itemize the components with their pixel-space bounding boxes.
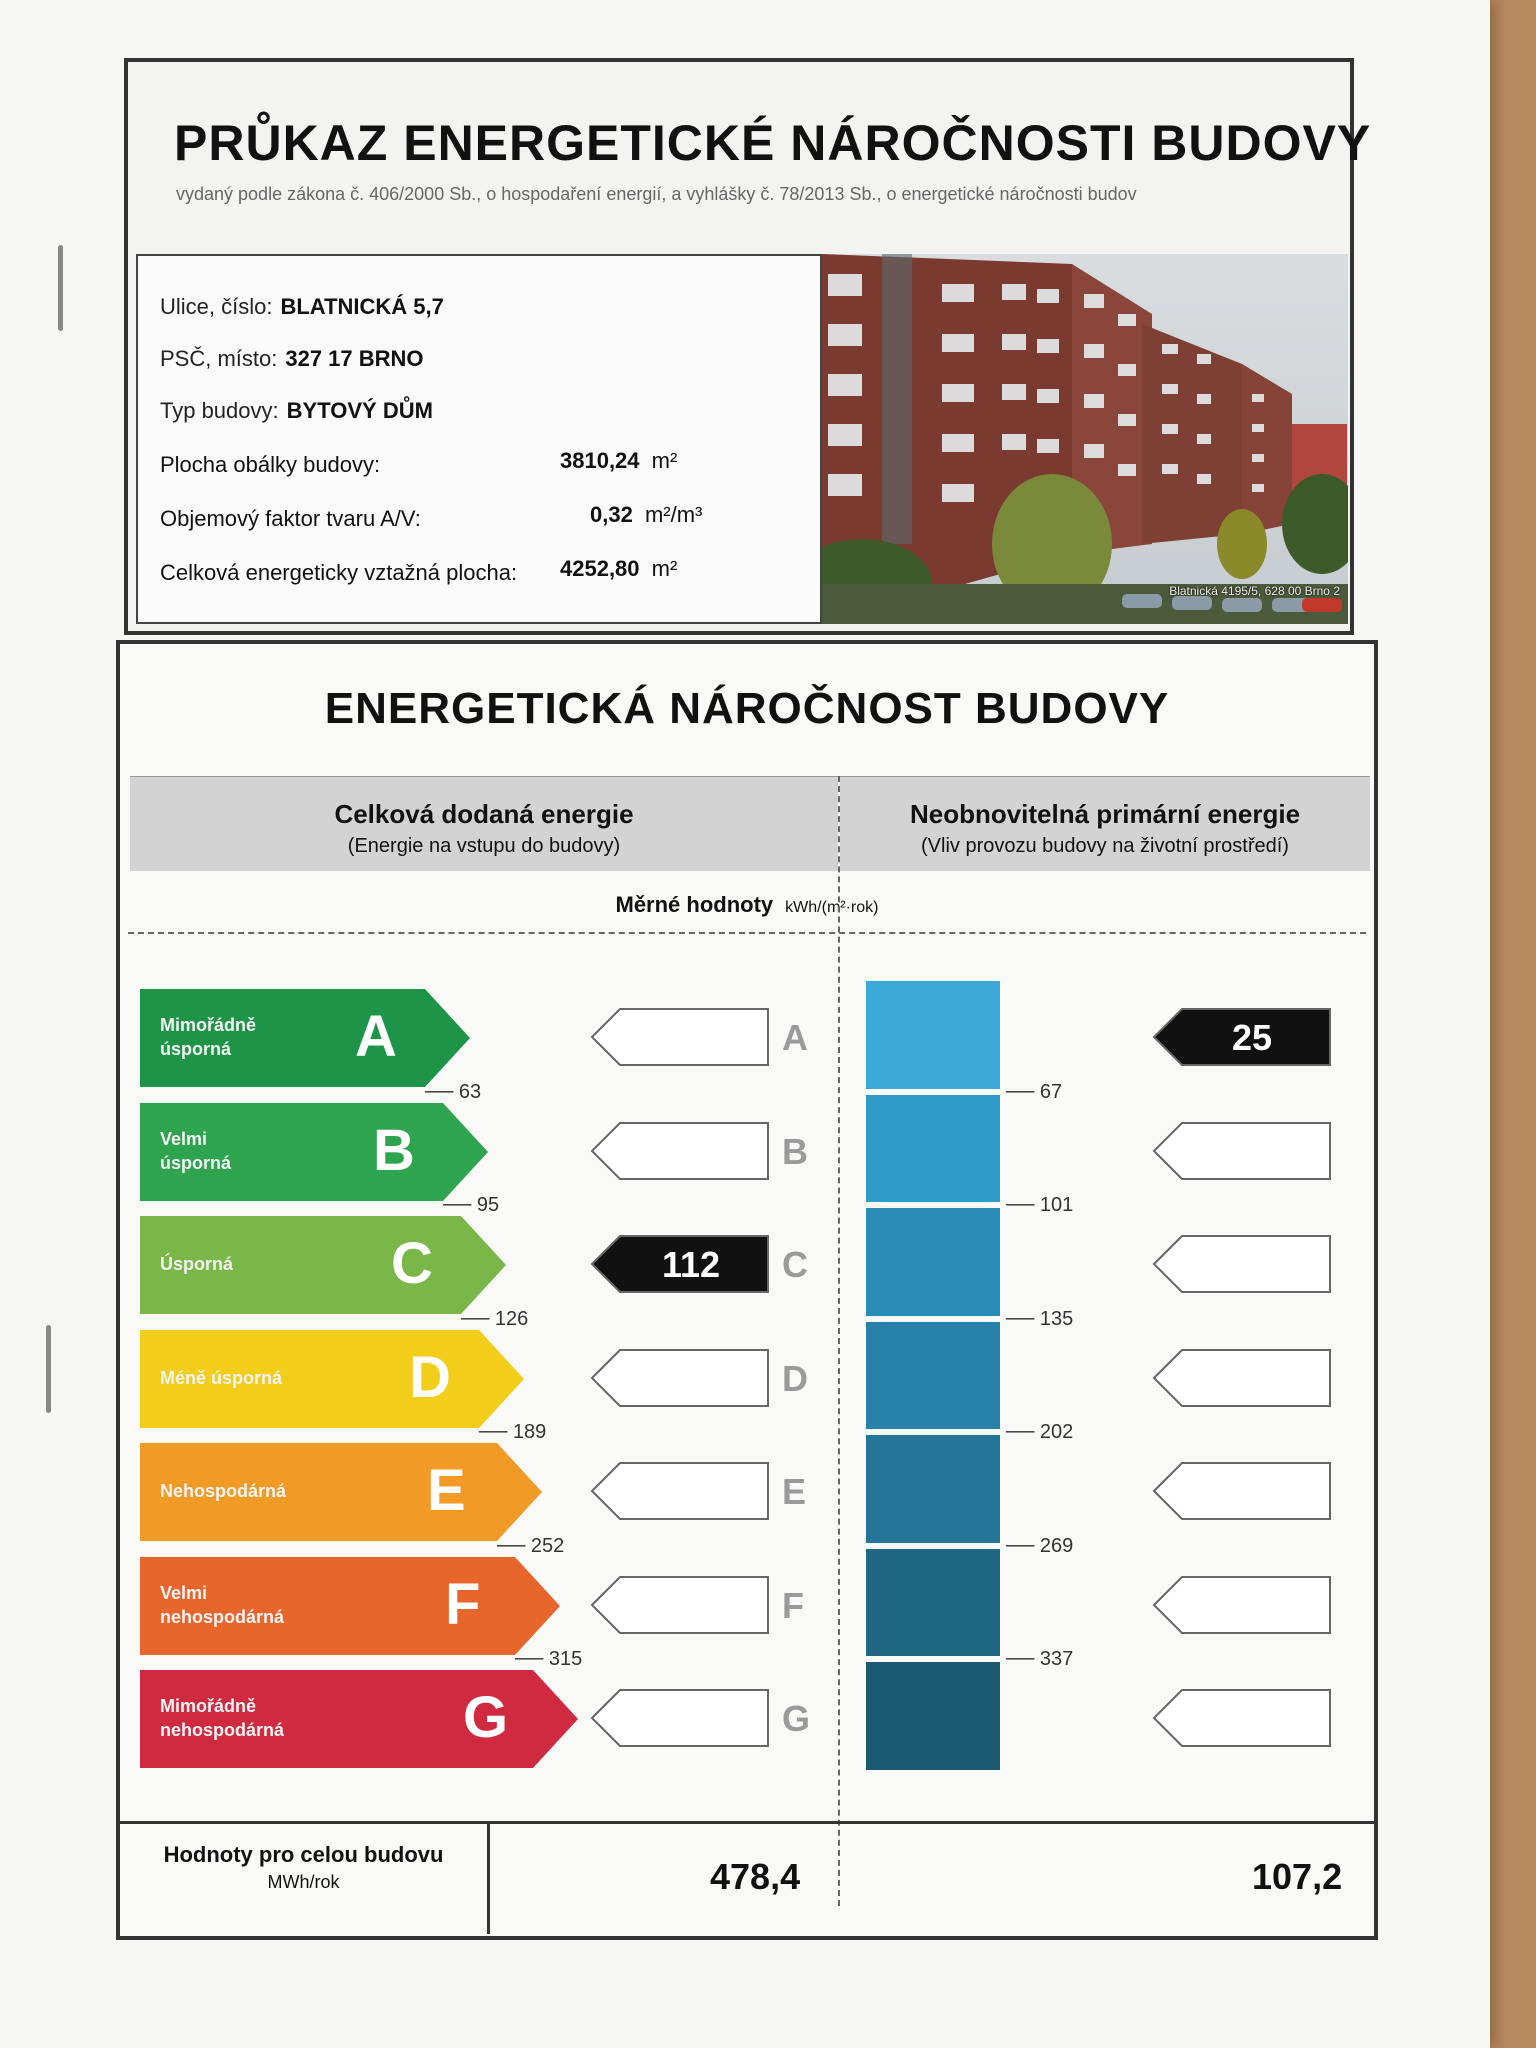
type-label: Typ budovy:: [160, 398, 279, 423]
energy-title: ENERGETICKÁ NÁROČNOST BUDOVY: [324, 684, 1170, 733]
area-unit: m²: [651, 556, 678, 581]
class-letter: B: [373, 1117, 415, 1183]
delivered-energy-slot-e: [590, 1461, 770, 1521]
class-description: [160, 1366, 282, 1390]
document-title: PRŮKAZ ENERGETICKÉ NÁROČNOSTI BUDOVY: [174, 115, 1372, 171]
class-band-c: [140, 1216, 511, 1316]
specific-values-unit: kWh/(m²·rok): [785, 899, 879, 916]
slot-shape: [1154, 1123, 1330, 1179]
left-header-subtitle: (Energie na vstupu do budovy): [347, 835, 621, 857]
slot-shape: [592, 1123, 768, 1179]
class-description-line-1: Méně úsporná: [160, 1367, 283, 1388]
psc-row: [160, 346, 424, 372]
primary-threshold: ── 269: [1006, 1534, 1074, 1557]
slot-shape: [592, 1690, 768, 1746]
delivered-threshold: ── 126: [461, 1307, 529, 1330]
right-header-title: Neobnovitelná primární energie: [909, 799, 1301, 829]
class-description-line-1: Velmi: [160, 1128, 208, 1149]
class-letter: A: [355, 1004, 397, 1069]
building-photo-image: [822, 254, 1348, 624]
slot-class-letter: D: [782, 1357, 808, 1399]
primary-threshold: ── 135: [1006, 1307, 1074, 1330]
primary-threshold-value: 202: [1039, 1421, 1074, 1443]
delivered-threshold: ── 252: [497, 1534, 565, 1557]
street-row: [160, 294, 444, 320]
class-description-line-1: Nehospodárná: [160, 1481, 287, 1501]
whole-building-label-cell: [120, 1824, 490, 1934]
slot-class-letter: E: [782, 1471, 807, 1512]
delivered-threshold: ── 315: [515, 1648, 583, 1670]
primary-threshold: ── 337: [1006, 1648, 1074, 1670]
class-band-e: [140, 1443, 547, 1543]
delivered-threshold-value: 189: [512, 1421, 547, 1443]
whole-building-label: Hodnoty pro celou budovu: [163, 1842, 444, 1867]
envelope-value: [560, 448, 677, 474]
slot-shape: [1154, 1690, 1330, 1746]
envelope-unit: m²: [651, 448, 678, 473]
left-header-title: Celková dodaná energie: [334, 799, 634, 829]
delivered-energy-slot-f: [590, 1575, 770, 1635]
primary-energy-segment-a: [866, 981, 1000, 1089]
area-number: 4252,80: [560, 556, 640, 581]
class-description-line-2: nehospodárná: [160, 1720, 285, 1740]
slot-shape: [592, 1463, 768, 1519]
primary-threshold: ── 202: [1006, 1421, 1074, 1443]
primary-energy-segment-g: [866, 1662, 1000, 1770]
primary-energy-slot-d: [1152, 1348, 1332, 1408]
delivered-threshold-value: 315: [548, 1648, 583, 1670]
type-row: [160, 398, 433, 424]
class-description-line-2: úsporná: [160, 1039, 232, 1059]
class-description-line-1: Úsporná: [160, 1254, 234, 1274]
area-value: [560, 556, 677, 582]
primary-threshold-value: 135: [1039, 1307, 1074, 1330]
type-value: BYTOVÝ DŮM: [286, 398, 433, 423]
class-band-b: [140, 1103, 493, 1203]
slot-class-letter: B: [782, 1130, 808, 1172]
primary-energy-segment-d: [866, 1322, 1000, 1430]
envelope-number: 3810,24: [560, 448, 640, 473]
delivered-threshold-value: 126: [494, 1307, 529, 1330]
delivered-energy-slot-g: [590, 1688, 770, 1748]
primary-energy-slot-c: [1152, 1234, 1332, 1294]
delivered-threshold-value: 252: [530, 1534, 565, 1557]
staple-bottom: [46, 1325, 51, 1413]
class-letter: F: [445, 1571, 481, 1637]
primary-energy-segment-c: [866, 1208, 1000, 1316]
primary-energy-segment-f: [866, 1549, 1000, 1657]
class-description: [160, 1013, 256, 1061]
primary-threshold-value: 337: [1039, 1648, 1074, 1670]
primary-energy-value: 25: [1232, 1017, 1273, 1058]
shape-value: [590, 502, 702, 528]
class-description: [160, 1581, 284, 1629]
specific-values-label: Měrné hodnoty: [615, 892, 774, 917]
class-band-g: [140, 1670, 583, 1770]
slot-shape: [592, 1009, 768, 1065]
slot-shape: [592, 1577, 768, 1633]
primary-energy-slot-g: [1152, 1688, 1332, 1748]
primary-threshold-value: 101: [1039, 1194, 1074, 1216]
psc-value: 327 17 BRNO: [285, 346, 424, 371]
building-photo: [820, 254, 1348, 624]
class-band-d: [140, 1330, 529, 1430]
envelope-label: Plocha obálky budovy:: [160, 452, 381, 477]
street-label: Ulice, číslo:: [160, 294, 273, 319]
class-description: [160, 1694, 284, 1742]
left-column-header: [130, 776, 838, 871]
delivered-threshold: ── 63: [425, 1080, 482, 1103]
staple-top: [58, 245, 63, 331]
delivered-energy-value: 112: [662, 1244, 721, 1285]
delivered-energy-slot-d: [590, 1348, 770, 1408]
class-band-a: [140, 989, 475, 1089]
right-header-subtitle: (Vliv provozu budovy na životní prostředí): [921, 835, 1289, 857]
slot-shape: [1154, 1577, 1330, 1633]
primary-threshold-value: 269: [1039, 1534, 1074, 1557]
class-description-line-1: Mimořádně: [160, 1015, 257, 1035]
building-info-box: [136, 254, 824, 624]
slot-shape: [1154, 1350, 1330, 1406]
delivered-threshold: ── 189: [479, 1421, 547, 1443]
street-value: BLATNICKÁ 5,7: [280, 294, 444, 319]
slot-shape: [1154, 1236, 1330, 1292]
class-letter: D: [409, 1344, 451, 1410]
shape-unit: m²/m³: [644, 502, 703, 527]
primary-threshold: ── 101: [1006, 1194, 1074, 1216]
slot-class-letter: G: [782, 1698, 811, 1739]
shape-number: 0,32: [590, 502, 633, 527]
whole-building-unit: MWh/rok: [267, 1872, 340, 1892]
class-letter: C: [391, 1231, 433, 1296]
area-label: Celková energeticky vztažná plocha:: [160, 560, 518, 585]
primary-energy-slot-f: [1152, 1575, 1332, 1635]
class-description-line-2: úsporná: [160, 1152, 232, 1173]
delivered-energy-total: 478,4: [710, 1856, 801, 1897]
dashed-divider-horizontal: [128, 932, 1366, 934]
right-column-header: [840, 776, 1370, 871]
slot-shape: [592, 1350, 768, 1406]
energy-card: [116, 640, 1378, 1940]
delivered-threshold-value: 63: [458, 1080, 482, 1103]
slot-class-letter: A: [782, 1017, 808, 1058]
delivered-threshold-value: 95: [476, 1194, 500, 1216]
class-description: [160, 1127, 231, 1175]
primary-threshold-value: 67: [1039, 1080, 1063, 1103]
class-description-line-1: Velmi: [160, 1582, 208, 1603]
primary-energy-slot-b: [1152, 1121, 1332, 1181]
class-description-line-2: nehospodárná: [160, 1606, 285, 1627]
delivered-energy-slot-a: [590, 1007, 770, 1067]
primary-energy-slot-e: [1152, 1461, 1332, 1521]
class-letter: E: [427, 1458, 466, 1523]
primary-energy-segment-b: [866, 1095, 1000, 1203]
psc-label: PSČ, místo:: [160, 346, 278, 371]
slot-class-letter: F: [782, 1584, 804, 1626]
dashed-divider-vertical: [838, 776, 840, 1906]
photo-caption: Blatnická 4195/5, 628 00 Brno 2: [1169, 584, 1340, 598]
class-description: [160, 1252, 233, 1276]
delivered-threshold: ── 95: [443, 1194, 500, 1216]
primary-energy-segment-e: [866, 1435, 1000, 1543]
header-card: [124, 58, 1372, 635]
shape-label: Objemový faktor tvaru A/V:: [160, 506, 421, 531]
specific-values-row: [120, 892, 1374, 918]
class-letter: G: [463, 1685, 509, 1750]
slot-shape: [1154, 1463, 1330, 1519]
class-description: [160, 1479, 286, 1503]
primary-threshold: ── 67: [1006, 1080, 1063, 1103]
class-description-line-1: Mimořádně: [160, 1696, 257, 1716]
primary-energy-total: 107,2: [1252, 1856, 1343, 1897]
slot-class-letter: C: [782, 1244, 808, 1285]
whole-building-values-row: [120, 1821, 1374, 1934]
document-subtitle: vydaný podle zákona č. 406/2000 Sb., o hospodaření energií, a vyhlášky č. 78/2013 Sb., o energetické náročnosti budov: [176, 184, 1137, 204]
class-band-f: [140, 1557, 565, 1657]
delivered-energy-slot-b: [590, 1121, 770, 1181]
